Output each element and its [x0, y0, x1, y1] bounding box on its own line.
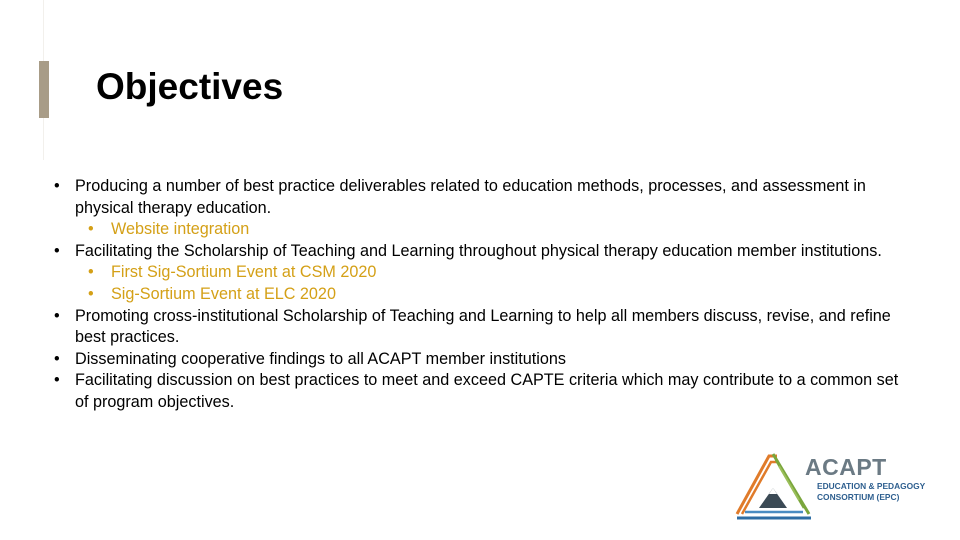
bullet-item: • Facilitating discussion on best practices to meet and exceed CAPTE criteria which may contribute to a common set of program objectives. — [50, 370, 910, 413]
logo-name: ACAPT — [805, 454, 887, 480]
sub-bullet-item: • Sig-Sortium Event at ELC 2020 — [50, 284, 910, 306]
objectives-list — [50, 176, 910, 414]
title-accent-bar — [39, 61, 49, 118]
bullet-item: • Producing a number of best practice deliverables related to education methods, processes, and assessment in physical therapy education. — [50, 176, 910, 219]
logo-subtitle — [817, 481, 925, 503]
acapt-triangle-mark-icon — [733, 450, 813, 522]
logo-subtitle-line-1: EDUCATION & PEDAGOGY — [817, 481, 926, 491]
acapt-logo — [733, 450, 948, 522]
bullet-item: • Facilitating the Scholarship of Teaching and Learning throughout physical therapy education member institutions. — [50, 241, 910, 263]
sub-bullet-item: • First Sig-Sortium Event at CSM 2020 — [50, 262, 910, 284]
slide-title: Objectives — [96, 66, 284, 107]
bullet-item: • Promoting cross-institutional Scholarship of Teaching and Learning to help all members discuss, revise, and refine best practices. — [50, 306, 910, 349]
bullet-item: • Disseminating cooperative findings to all ACAPT member institutions — [50, 349, 910, 371]
sub-bullet-item: • Website integration — [50, 219, 910, 241]
logo-subtitle-line-2: CONSORTIUM (EPC) — [817, 492, 900, 502]
